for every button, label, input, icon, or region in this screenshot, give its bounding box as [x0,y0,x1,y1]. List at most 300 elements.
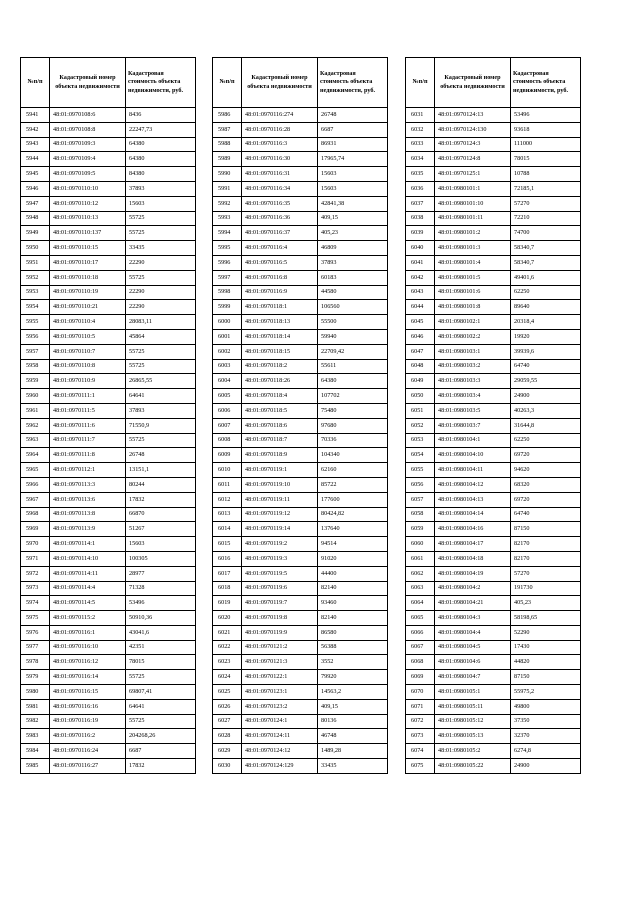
cadastral-value: 69720 [511,492,581,507]
table-row [213,359,388,374]
cadastral-number: 48:01:0970116:35 [242,196,318,211]
row-number: 6065 [406,611,435,626]
row-number: 6075 [406,759,435,774]
cadastral-number: 48:01:0970119:2 [242,537,318,552]
table-row [213,477,388,492]
table-row [21,329,196,344]
table-row [406,241,581,256]
cadastral-number: 48:01:0980101:4 [435,255,511,270]
table-row [406,226,581,241]
table-row [213,537,388,552]
cadastral-value: 64380 [126,152,196,167]
row-number: 6005 [213,389,242,404]
row-number: 6008 [213,433,242,448]
row-number: 5941 [21,108,50,123]
row-number: 5943 [21,137,50,152]
header-num: №п/п [213,58,242,108]
row-number: 6039 [406,226,435,241]
cadastral-number: 48:01:0970124:3 [435,137,511,152]
table-row [406,655,581,670]
cadastral-number: 48:01:0970110:19 [50,285,126,300]
cadastral-number: 48:01:0970113:9 [50,522,126,537]
table-row [213,211,388,226]
row-number: 6001 [213,329,242,344]
row-number: 6073 [406,729,435,744]
row-number: 6032 [406,122,435,137]
cadastral-number: 48:01:0970110:137 [50,226,126,241]
table-row [21,389,196,404]
cadastral-number: 48:01:0980103:1 [435,344,511,359]
cadastral-number: 48:01:0970119:8 [242,611,318,626]
row-number: 5949 [21,226,50,241]
cadastral-value: 28083,11 [126,315,196,330]
row-number: 6071 [406,699,435,714]
cadastral-number: 48:01:0970121:3 [242,655,318,670]
cadastral-value: 62160 [318,463,388,478]
cadastral-value: 80424,82 [318,507,388,522]
row-number: 6030 [213,759,242,774]
cadastral-number: 48:01:0980104:7 [435,670,511,685]
cadastral-value: 137640 [318,522,388,537]
cadastral-number: 48:01:0980101:2 [435,226,511,241]
table-row [21,611,196,626]
row-number: 6002 [213,344,242,359]
cadastral-number: 48:01:0970110:18 [50,270,126,285]
row-number: 5958 [21,359,50,374]
row-number: 6011 [213,477,242,492]
cadastral-number: 48:01:0970113:6 [50,492,126,507]
cadastral-number: 48:01:0970116:14 [50,670,126,685]
cadastral-number: 48:01:0970119:12 [242,507,318,522]
table-row [213,374,388,389]
row-number: 6060 [406,537,435,552]
row-number: 6012 [213,492,242,507]
cadastral-value: 1489,28 [318,744,388,759]
cadastral-value: 64380 [126,137,196,152]
cadastral-value: 20318,4 [511,315,581,330]
cadastral-number: 48:01:0970124:12 [242,744,318,759]
cadastral-value: 37893 [318,255,388,270]
row-number: 6026 [213,699,242,714]
cadastral-number: 48:01:0970124:11 [242,729,318,744]
cadastral-value: 53496 [511,108,581,123]
table-row [406,640,581,655]
cadastral-number: 48:01:0980102:1 [435,315,511,330]
cadastral-value: 55725 [126,344,196,359]
cadastral-value: 37893 [126,181,196,196]
cadastral-value: 17965,74 [318,152,388,167]
row-number: 5982 [21,714,50,729]
cadastral-number: 48:01:0980103:5 [435,403,511,418]
cadastral-number: 48:01:0980101:5 [435,270,511,285]
cadastral-number: 48:01:0970116:31 [242,167,318,182]
cadastral-value: 62250 [511,285,581,300]
cadastral-value: 40263,3 [511,403,581,418]
row-number: 5978 [21,655,50,670]
cadastral-number: 48:01:0970115:2 [50,611,126,626]
cadastral-number: 48:01:0970109:3 [50,137,126,152]
cadastral-number: 48:01:0970116:37 [242,226,318,241]
table-row [406,137,581,152]
table-row [213,625,388,640]
row-number: 6042 [406,270,435,285]
row-number: 5959 [21,374,50,389]
row-number: 5989 [213,152,242,167]
cadastral-value: 409,15 [318,211,388,226]
table-row [21,152,196,167]
table-row [21,255,196,270]
cadastral-value: 55725 [126,714,196,729]
table-row [21,729,196,744]
table-row [406,670,581,685]
row-number: 6066 [406,625,435,640]
table-row [21,137,196,152]
table-row [21,699,196,714]
row-number: 5967 [21,492,50,507]
cadastral-number: 48:01:0970116:19 [50,714,126,729]
cadastral-number: 48:01:0970118:5 [242,403,318,418]
header-cadastral-value: Кадастровая стоимость объекта недвижимости, руб. [318,58,388,108]
cadastral-number: 48:01:0980101:1 [435,181,511,196]
cadastral-number: 48:01:0970110:17 [50,255,126,270]
row-number: 6040 [406,241,435,256]
cadastral-number: 48:01:0980101:6 [435,285,511,300]
row-number: 5956 [21,329,50,344]
cadastral-number: 48:01:0970119:11 [242,492,318,507]
table-row [406,152,581,167]
cadastral-value: 87150 [511,522,581,537]
cadastral-value: 45864 [126,329,196,344]
cadastral-number: 48:01:0970124:13 [435,108,511,123]
header-cadastral-number: Кадастровый номер объекта недвижимости [50,58,126,108]
table-row [213,181,388,196]
table-row [213,300,388,315]
row-number: 5984 [21,744,50,759]
cadastral-value: 52290 [511,625,581,640]
row-number: 6009 [213,448,242,463]
table-row [21,241,196,256]
cadastral-number: 48:01:0970111:1 [50,389,126,404]
table-row [21,359,196,374]
row-number: 5992 [213,196,242,211]
cadastral-number: 48:01:0970116:3 [242,137,318,152]
row-number: 6045 [406,315,435,330]
cadastral-value: 17832 [126,759,196,774]
header-num: №п/п [406,58,435,108]
cadastral-number: 48:01:0970116:4 [242,241,318,256]
cadastral-value: 13151,1 [126,463,196,478]
row-number: 5983 [21,729,50,744]
row-number: 6049 [406,374,435,389]
cadastral-number: 48:01:0970118:6 [242,418,318,433]
cadastral-number: 48:01:0980104:16 [435,522,511,537]
header-cadastral-number: Кадастровый номер объекта недвижимости [242,58,318,108]
cadastral-value: 37350 [511,714,581,729]
table-row [406,507,581,522]
header-cadastral-value: Кадастровая стоимость объекта недвижимости, руб. [511,58,581,108]
row-number: 5946 [21,181,50,196]
row-number: 5942 [21,122,50,137]
cadastral-value: 31644,8 [511,418,581,433]
cadastral-number: 48:01:0970119:5 [242,566,318,581]
row-number: 5953 [21,285,50,300]
table-row [406,537,581,552]
table-row [406,315,581,330]
row-number: 5986 [213,108,242,123]
cadastral-number: 48:01:0970116:12 [50,655,126,670]
cadastral-value: 22247,73 [126,122,196,137]
cadastral-number: 48:01:0980104:5 [435,640,511,655]
table-row [213,611,388,626]
row-number: 6053 [406,433,435,448]
cadastral-value: 50910,36 [126,611,196,626]
cadastral-value: 26748 [318,108,388,123]
table-row [21,122,196,137]
cadastral-number: 48:01:0970109:5 [50,167,126,182]
cadastral-number: 48:01:0970116:30 [242,152,318,167]
table-row [21,744,196,759]
cadastral-value: 55725 [126,359,196,374]
cadastral-number: 48:01:0980105:13 [435,729,511,744]
table-row [406,433,581,448]
table-header-row [213,58,388,108]
cadastral-value: 28977 [126,566,196,581]
cadastral-value: 57270 [511,566,581,581]
row-number: 5964 [21,448,50,463]
table-header-row [21,58,196,108]
cadastral-value: 44820 [511,655,581,670]
table-row [21,285,196,300]
cadastral-value: 71550,9 [126,418,196,433]
row-number: 5948 [21,211,50,226]
cadastral-value: 22290 [126,300,196,315]
cadastral-number: 48:01:0970110:9 [50,374,126,389]
cadastral-value: 405,23 [318,226,388,241]
cadastral-number: 48:01:0980105:12 [435,714,511,729]
row-number: 5973 [21,581,50,596]
cadastral-number: 48:01:0970118:9 [242,448,318,463]
row-number: 5976 [21,625,50,640]
cadastral-value: 10788 [511,167,581,182]
row-number: 6043 [406,285,435,300]
cadastral-value: 26865,55 [126,374,196,389]
row-number: 5999 [213,300,242,315]
cadastral-number: 48:01:0970111:7 [50,433,126,448]
cadastral-value: 94514 [318,537,388,552]
cadastral-value: 6687 [318,122,388,137]
cadastral-value: 80136 [318,714,388,729]
cadastral-value: 93460 [318,596,388,611]
table-row [21,226,196,241]
table-row [21,344,196,359]
cadastral-number: 48:01:0970124:129 [242,759,318,774]
table-row [406,729,581,744]
cadastral-value: 55725 [126,211,196,226]
table-row [213,167,388,182]
row-number: 6059 [406,522,435,537]
row-number: 6064 [406,596,435,611]
row-number: 5969 [21,522,50,537]
table-row [21,759,196,774]
cadastral-number: 48:01:0980103:2 [435,359,511,374]
row-number: 5955 [21,315,50,330]
table-row [213,108,388,123]
cadastral-number: 48:01:0980104:4 [435,625,511,640]
cadastral-number: 48:01:0970118:2 [242,359,318,374]
cadastral-value: 80244 [126,477,196,492]
table-row [213,285,388,300]
cadastral-number: 48:01:0980104:2 [435,581,511,596]
row-number: 6031 [406,108,435,123]
table-row [213,507,388,522]
cadastral-number: 48:01:0980104:11 [435,463,511,478]
cadastral-value: 72185,1 [511,181,581,196]
row-number: 5968 [21,507,50,522]
cadastral-value: 64740 [511,507,581,522]
table-row [213,241,388,256]
row-number: 6068 [406,655,435,670]
row-number: 5974 [21,596,50,611]
cadastral-value: 69807,41 [126,685,196,700]
table-row [406,196,581,211]
row-number: 5962 [21,418,50,433]
table-row [213,196,388,211]
cadastral-value: 19920 [511,329,581,344]
cadastral-value: 60183 [318,270,388,285]
cadastral-value: 82170 [511,551,581,566]
row-number: 6018 [213,581,242,596]
cadastral-value: 33435 [318,759,388,774]
cadastral-value: 94620 [511,463,581,478]
row-number: 6025 [213,685,242,700]
table-row [406,463,581,478]
cadastral-number: 48:01:0980104:3 [435,611,511,626]
table-row [406,418,581,433]
cadastral-value: 74700 [511,226,581,241]
cadastral-number: 48:01:0970110:21 [50,300,126,315]
table-row [21,403,196,418]
cadastral-number: 48:01:0970121:2 [242,640,318,655]
cadastral-number: 48:01:0980104:10 [435,448,511,463]
table-row [213,566,388,581]
cadastral-number: 48:01:0980105:22 [435,759,511,774]
table-row [21,448,196,463]
cadastral-number: 48:01:0970124:1 [242,714,318,729]
table-row [21,625,196,640]
table-row [213,729,388,744]
cadastral-number: 48:01:0970110:15 [50,241,126,256]
table-row [406,596,581,611]
cadastral-value: 405,23 [511,596,581,611]
cadastral-value: 107702 [318,389,388,404]
cadastral-value: 6274,8 [511,744,581,759]
row-number: 5961 [21,403,50,418]
cadastral-number: 48:01:0970116:15 [50,685,126,700]
row-number: 5975 [21,611,50,626]
row-number: 6048 [406,359,435,374]
table-row [406,122,581,137]
table-row [213,344,388,359]
table-row [21,196,196,211]
cadastral-number: 48:01:0970119:1 [242,463,318,478]
cadastral-value: 55725 [126,433,196,448]
table-row [406,566,581,581]
cadastral-number: 48:01:0970118:4 [242,389,318,404]
cadastral-value: 91020 [318,551,388,566]
cadastral-number: 48:01:0970108:6 [50,108,126,123]
table-row [213,522,388,537]
table-row [21,477,196,492]
cadastral-number: 48:01:0970119:7 [242,596,318,611]
cadastral-value: 84380 [126,167,196,182]
row-number: 6074 [406,744,435,759]
row-number: 6038 [406,211,435,226]
table-row [406,551,581,566]
table-row [213,329,388,344]
cadastral-value: 55975,2 [511,685,581,700]
table-row [21,522,196,537]
cadastral-value: 24900 [511,759,581,774]
cadastral-value: 86931 [318,137,388,152]
row-number: 5995 [213,241,242,256]
row-number: 6069 [406,670,435,685]
table-row [406,344,581,359]
cadastral-number: 48:01:0970116:8 [242,270,318,285]
table-row [21,670,196,685]
row-number: 5952 [21,270,50,285]
cadastral-value: 22290 [126,255,196,270]
cadastral-value: 15603 [318,167,388,182]
row-number: 6072 [406,714,435,729]
cadastral-value: 79920 [318,670,388,685]
table-row [21,167,196,182]
table-row [406,714,581,729]
row-number: 6070 [406,685,435,700]
cadastral-value: 39939,6 [511,344,581,359]
cadastral-number: 48:01:0970118:15 [242,344,318,359]
cadastral-value: 204268,26 [126,729,196,744]
table-row [406,108,581,123]
cadastral-value: 44400 [318,566,388,581]
row-number: 5970 [21,537,50,552]
row-number: 5965 [21,463,50,478]
cadastral-value: 62250 [511,433,581,448]
cadastral-value: 15603 [126,196,196,211]
table-row [213,389,388,404]
cadastral-value: 104340 [318,448,388,463]
table-row [213,714,388,729]
table-row [406,403,581,418]
cadastral-value: 409,15 [318,699,388,714]
table-row [21,418,196,433]
cadastral-number: 48:01:0970116:274 [242,108,318,123]
cadastral-value: 3552 [318,655,388,670]
cadastral-number: 48:01:0980105:2 [435,744,511,759]
table-row [21,537,196,552]
row-number: 6010 [213,463,242,478]
table-row [213,152,388,167]
cadastral-number: 48:01:0970114:4 [50,581,126,596]
cadastral-number: 48:01:0970119:10 [242,477,318,492]
cadastral-number: 48:01:0970116:36 [242,211,318,226]
cadastral-number: 48:01:0970114:1 [50,537,126,552]
table-row [406,285,581,300]
cadastral-value: 72210 [511,211,581,226]
table-row [406,581,581,596]
cadastral-number: 48:01:0970122:1 [242,670,318,685]
cadastral-number: 48:01:0970112:1 [50,463,126,478]
cadastral-number: 48:01:0970116:2 [50,729,126,744]
